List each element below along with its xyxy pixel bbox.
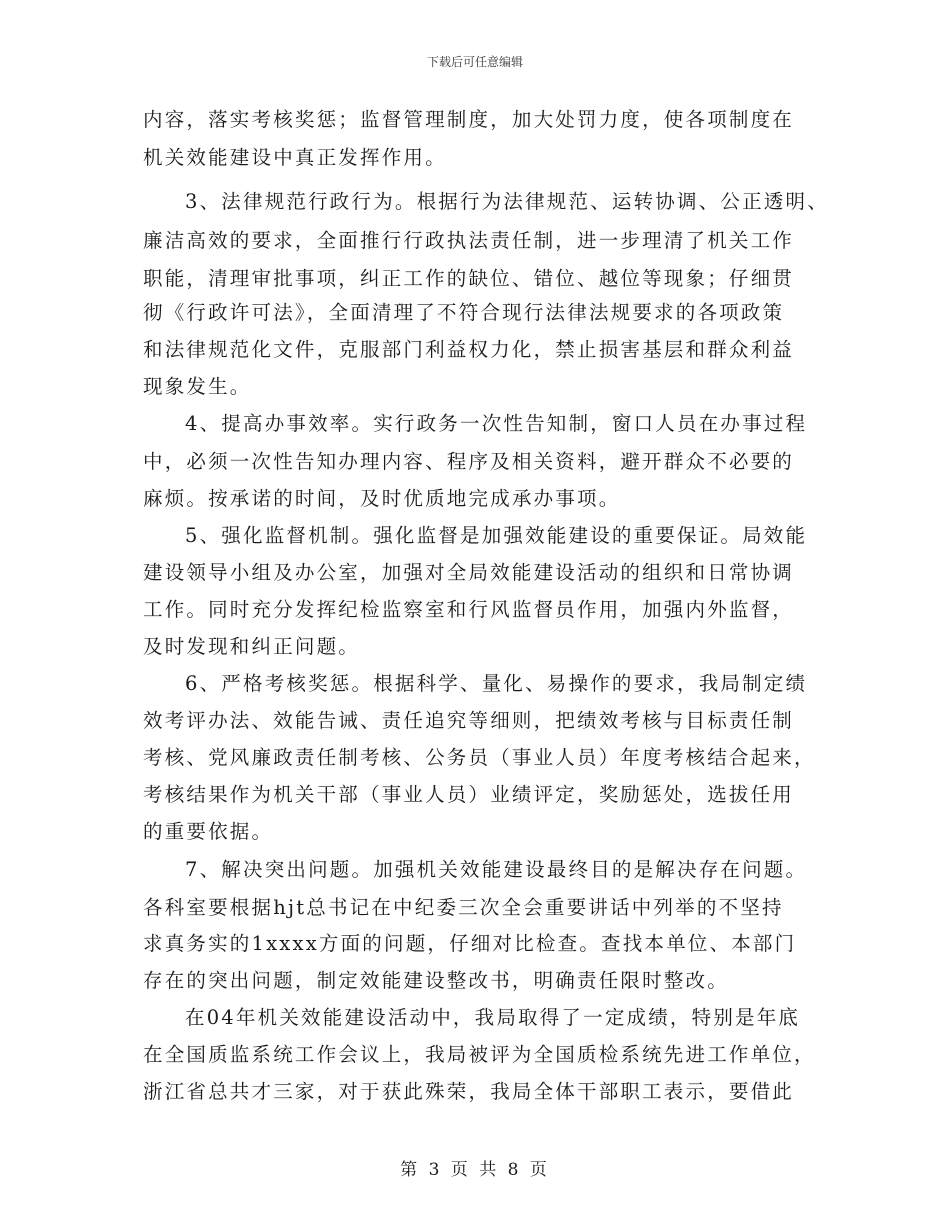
text-line: 建设领导小组及办公室，加强对全局效能建设活动的组织和日常协调 [143,561,795,584]
page-header: 下载后可任意编辑 [426,55,523,69]
text-line: 机关效能建设中真正发挥作用。 [143,146,447,169]
text-line: 考核、党风廉政责任制考核、公务员（事业人员）年度考核结合起来， [143,746,816,769]
text-line: 廉洁高效的要求，全面推行行政执法责任制，进一步理清了机关工作 [143,229,795,252]
text-line: 各科室要根据hjt总书记在中纪委三次全会重要讲话中列举的不坚持 [143,896,784,919]
text-line: 5、强化监督机制。强化监督是加强效能建设的重要保证。局效能 [185,524,808,547]
text-line: 7、解决突出问题。加强机关效能建设最终目的是解决存在问题。 [185,858,808,881]
page-footer: 第 3 页 共 8 页 [400,1160,550,1180]
text-line: 彻《行政许可法》，全面清理了不符合现行法律法规要求的各项政策 [143,301,785,324]
text-line: 工作。同时充分发挥纪检监察室和行风监督员作用，加强内外监督， [143,598,795,621]
text-line: 存在的突出问题，制定效能建设整改书，明确责任限时整改。 [143,969,729,992]
text-line: 职能，清理审批事项，纠正工作的缺位、错位、越位等现象；仔细贯 [143,267,795,290]
text-line: 的重要依据。 [143,820,274,843]
text-line: 6、严格考核奖惩。根据科学、量化、易操作的要求，我局制定绩 [185,672,808,695]
text-line: 效考评办法、效能告诫、责任追究等细则，把绩效考核与目标责任制 [143,709,795,732]
text-line: 及时发现和纠正问题。 [143,635,361,658]
text-line: 浙江省总共才三家，对于获此殊荣，我局全体干部职工表示，要借此 [143,1080,795,1103]
text-line: 4、提高办事效率。实行政务一次性告知制，窗口人员在办事过程 [185,412,808,435]
text-line: 求真务实的1xxxx方面的问题，仔细对比检查。查找本单位、本部门 [143,932,797,955]
text-line: 在全国质监系统工作会议上，我局被评为全国质检系统先进工作单位， [143,1043,816,1066]
text-line: 和法律规范化文件，克服部门利益权力化，禁止损害基层和群众利益 [143,338,795,361]
text-line: 在04年机关效能建设活动中，我局取得了一定成绩，特别是年底 [185,1006,801,1029]
text-line: 内容，落实考核奖惩；监督管理制度，加大处罚力度，使各项制度在 [143,108,795,131]
text-line: 中，必须一次性告知办理内容、程序及相关资料，避开群众不必要的 [143,450,795,473]
text-line: 现象发生。 [143,375,252,398]
text-line: 麻烦。按承诺的时间，及时优质地完成承办事项。 [143,487,621,510]
text-line: 3、法律规范行政行为。根据行为法律规范、运转协调、公正透明、 [185,190,829,213]
text-line: 考核结果作为机关干部（事业人员）业绩评定，奖励惩处，选拔任用 [143,783,795,806]
